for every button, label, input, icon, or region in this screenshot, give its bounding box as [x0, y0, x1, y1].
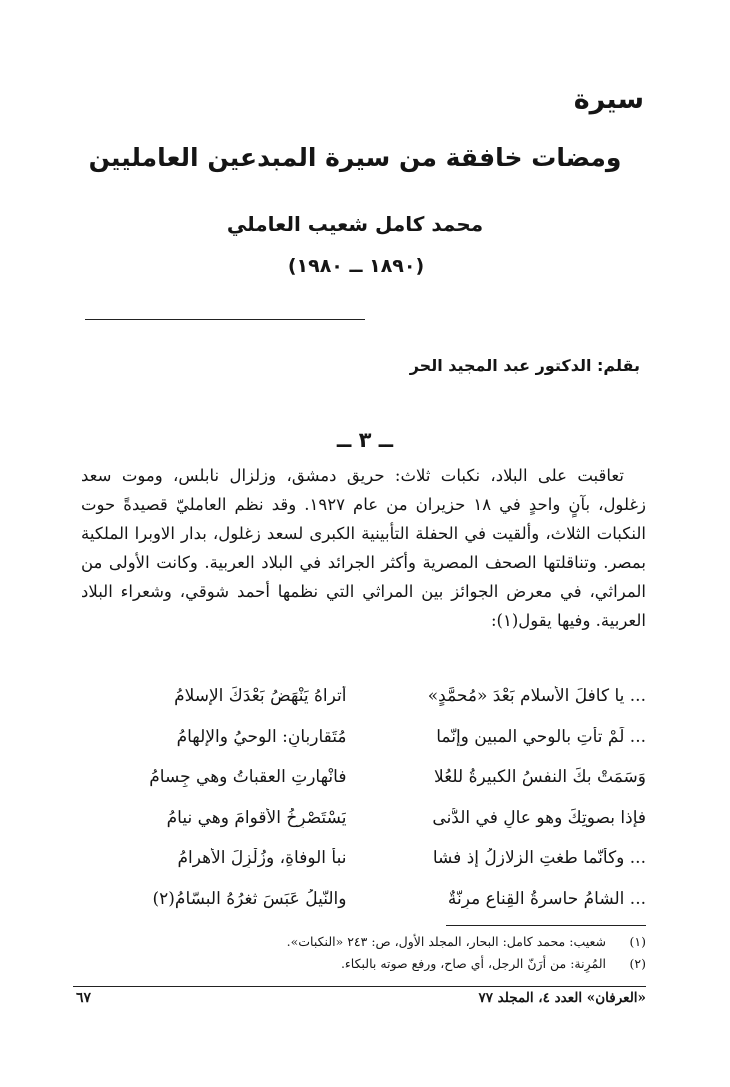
- poem-verse: [70, 717, 646, 758]
- poem-verse: [70, 879, 646, 920]
- footnote-text: شعيب: محمد كامل: البحار، المجلد الأول، ص: ٢٤٣ «النكبات».: [286, 934, 606, 949]
- verse-second-half: أتراهُ يَنْهَضُ بَعْدَكَ الإسلامُ: [174, 686, 347, 707]
- section-label: سيرة: [573, 84, 644, 115]
- footnote: [71, 953, 646, 975]
- verse-second-half: مُتَقاربانِ: الوحيُ والإلهامُ: [176, 726, 347, 747]
- poem-verse: [70, 798, 646, 839]
- verse-second-half: نبأُ الوفاةِ، وزُلْزِلَ الأهرامُ: [177, 848, 347, 869]
- page-number: ٦٧: [76, 990, 92, 1006]
- footnote-number: (١): [629, 934, 646, 949]
- verse-first-half: ... لَمْ تأتِ بالوحي المبينِ وإنّما: [436, 726, 646, 747]
- verse-second-half: والنّيلُ عَبَسَ ثغرُهُ البسّامُ(٢): [152, 888, 347, 909]
- subject-name: محمد كامل شعيب العاملي: [226, 212, 484, 236]
- footnote-number: (٢): [629, 956, 646, 971]
- verse-first-half: فإذا بصوتِكَ وهو عالٍ في الدُّنى: [432, 807, 646, 828]
- verse-first-half: ... الشامُ حاسرةُ القِناعِ مرِنّةٌ: [447, 888, 646, 909]
- subject-years: (١٨٩٠ ــ ١٩٨٠): [287, 255, 425, 277]
- poem: [70, 676, 646, 919]
- verse-second-half: فانْهارتِ العقباتُ وهي جِسامُ: [149, 767, 347, 788]
- verse-first-half: ... يا كافلَ الأسلامِ بَعْدَ «مُحمَّدٍ»: [427, 686, 646, 707]
- footer-divider: [73, 986, 646, 987]
- footnote-text: المُرِنة: من أرَنّ الرجل، أي صاح، ورفع صوته بالبكاء.: [340, 956, 606, 971]
- verse-second-half: يَسْتَصْرِخُ الأقوامَ وهي نيامُ: [166, 807, 347, 828]
- footnotes: [71, 931, 646, 975]
- part-number: ــ ٣ ــ: [336, 428, 394, 452]
- poem-verse: [70, 757, 646, 798]
- footnote: [71, 931, 646, 953]
- verse-first-half: ... وكأنّما طغتِ الزلازلُ إذ فشا: [432, 848, 646, 869]
- poem-verse: [70, 676, 646, 717]
- article-title: ومضات خافقة من سيرة المبدعين العامليين: [88, 143, 622, 172]
- body-paragraph: تعاقبت على البلاد، نكبات ثلاث: حريق دمشق، وزلزال نابلس، وموت سعد زغلول، بآنٍ واحدٍ في ١٨ حزيران من عام ١٩٢٧. وقد نظم العامليّ قصيدةً حوت النكبات الثلاث، وألقيت في الحفلة التأبينية الكبرى لسعد زغلول، بدار الاوبرا الملكية بمصر. وتناقلتها الصحف المصرية وأكثر الجرائد في البلاد العربية. وكانت الأولى من المراثي، في معرض الجوائز بين المراثي التي نظمها أحمد شوقي، وشعراء البلاد العربية. وفيها يقول(١):: [81, 466, 647, 630]
- verse-first-half: وَسَمَتْ بكَ النفسُ الكبيرةُ للعُلا: [434, 767, 646, 788]
- footnote-divider: [446, 925, 646, 926]
- title-divider: [85, 319, 365, 320]
- body-text: [81, 461, 646, 635]
- journal-info: «العرفان» العدد ٤، المجلد ٧٧: [478, 990, 646, 1006]
- author-byline: بقلم: الدكتور عبد المجيد الحر: [409, 356, 640, 375]
- poem-verse: [70, 838, 646, 879]
